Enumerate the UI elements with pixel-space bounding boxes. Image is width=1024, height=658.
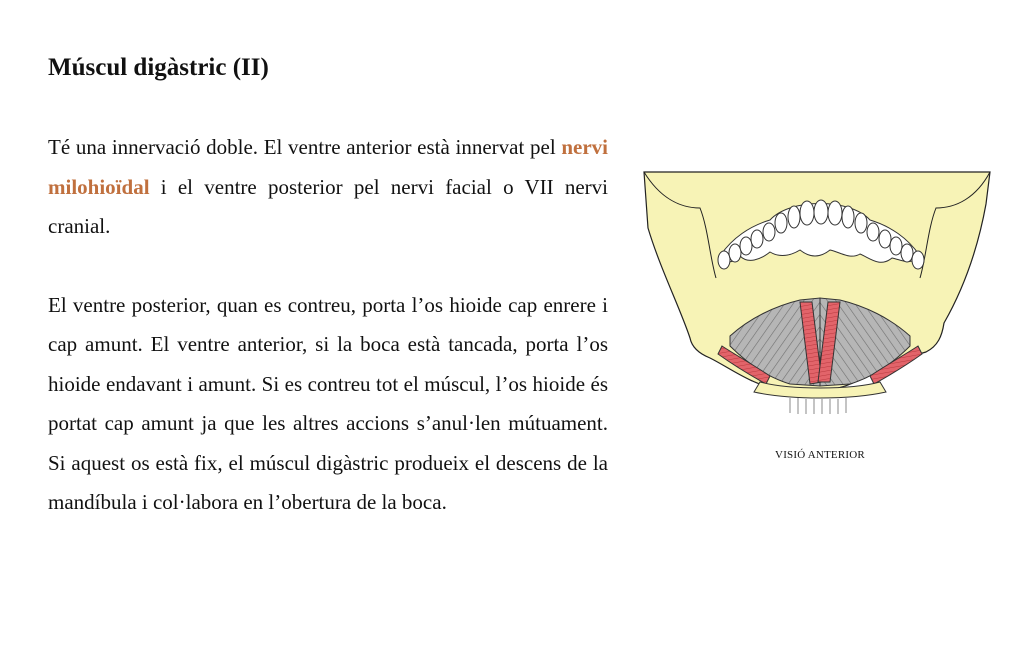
digastric-anterior-illustration bbox=[640, 168, 1000, 468]
paragraph-innervation-start: Té una innervació doble. El ventre anterior està innervat pel bbox=[48, 135, 562, 159]
paragraph-action: El ventre posterior, quan es contreu, porta l’os hioide cap enrere i cap amunt. El ventre anterior, si la boca està tancada, porta l’os hioide endavant i amunt. Si es contreu tot el múscul, l’os hioide és portat cap amunt ja que les altres accions s’anul·len mútuament. Si aquest os està fix, el múscul digàstric produeix el descens de la mandíbula i col·labora en l’obertura de la boca. bbox=[48, 292, 608, 514]
infrahyoid-strands bbox=[790, 398, 846, 414]
paragraph-innervation bbox=[48, 128, 608, 247]
page-title: Múscul digàstric (II) bbox=[48, 54, 269, 81]
body-text bbox=[48, 128, 608, 523]
figure-caption: VISIÓ ANTERIOR bbox=[775, 449, 865, 461]
jaw-illustration bbox=[640, 168, 1000, 438]
paragraph-innervation-end: i el ventre posterior pel nervi facial o VII nervi cranial. bbox=[48, 174, 608, 238]
nerve-highlight: nervi milohioïdal bbox=[48, 135, 608, 199]
